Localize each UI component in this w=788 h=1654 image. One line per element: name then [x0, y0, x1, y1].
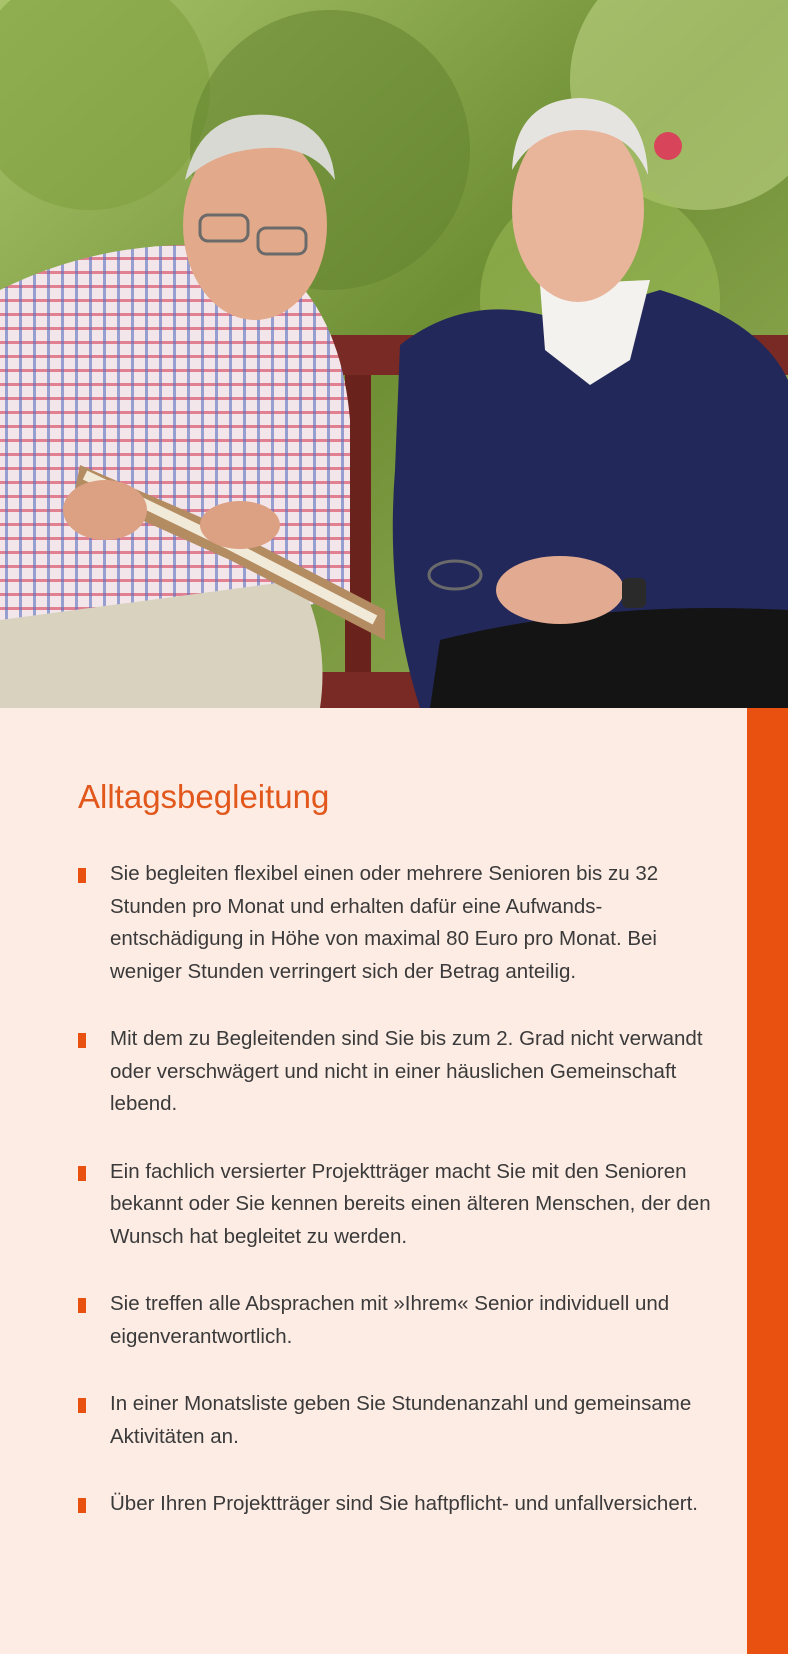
list-item [78, 1288, 718, 1353]
seniors-on-bench-illustration [0, 0, 788, 708]
list-item [78, 858, 718, 988]
bullet-marker-icon [78, 1498, 86, 1513]
bullet-marker-icon [78, 1298, 86, 1313]
bullet-list [78, 858, 718, 1556]
list-item [78, 1388, 718, 1453]
bullet-marker-icon [78, 1166, 86, 1181]
bullet-marker-icon [78, 868, 86, 883]
bullet-text: Sie begleiten flexibel einen oder mehrere Senioren bis zu 32 Stunden pro Monat und erhalten dafür eine Aufwandsentschädigung in Höhe von maximal 80 Euro pro Monat. Bei weniger Stunden verringert sich der Betrag anteilig. [110, 862, 659, 983]
bullet-text: Ein fachlich versierter Projektträger macht Sie mit den Senioren bekannt oder Sie kennen bereits einen älteren Menschen, der den Wunsch hat begleitet zu werden. [110, 1159, 711, 1248]
bullet-marker-icon [78, 1398, 86, 1413]
bullet-marker-icon [78, 1033, 86, 1048]
header-photo [0, 0, 788, 708]
section-title: Alltagsbegleitung [78, 778, 330, 815]
content-panel [0, 708, 747, 1654]
bullet-text: Sie treffen alle Absprachen mit »Ihrem« Senior individuell und eigenverantwortlich. [110, 1292, 670, 1348]
list-item [78, 1488, 718, 1521]
bullet-text: Mit dem zu Begleitenden sind Sie bis zum 2. Grad nicht verwandt oder verschwägert und nicht in einer häuslichen Gemeinschaft lebend. [110, 1027, 703, 1115]
accent-side-bar [747, 708, 788, 1654]
bullet-text: Über Ihren Projektträger sind Sie haftpflicht- und unfallversichert. [110, 1492, 698, 1515]
list-item [78, 1156, 718, 1254]
bullet-text: In einer Monatsliste geben Sie Stundenanzahl und gemeinsame Aktivitäten an. [110, 1392, 692, 1448]
list-item [78, 1023, 718, 1121]
